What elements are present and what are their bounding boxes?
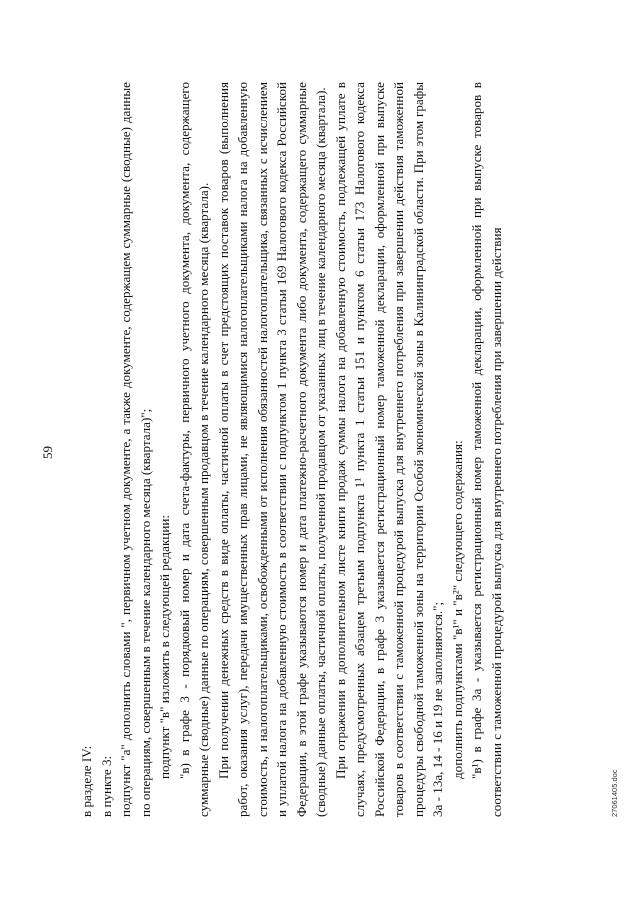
- paragraph: дополнить подпунктами "в¹" и "в²" следующего содержания:: [449, 440, 465, 779]
- page-number: 59: [40, 446, 55, 459]
- document-body: [77, 82, 506, 817]
- paragraph: подпункт "а" дополнить словами ", первичном учетном документе, а также документе, содержащем суммарные (сводные) данные по операциям, совершенным в течение календарного месяца (квартала)";: [118, 82, 153, 817]
- paragraph: При отражении в дополнительном листе книги продаж суммы налога на добавленную стоимость, подлежащей уплате в случаях, предусмотренных абзацем третьим подпункта 1¹ пункта 1 статьи 151 и пунктом 6 статьи 173 Налогового кодекса Российской Федерации, в графе 3 указывается регистрационный номер таможенной декларации, оформленной при выпуске товаров в соответствии с таможенной процедурой выпуска для внутреннего потребления при завершении действия таможенной процедуры свободной таможенной зоны на территории Особой экономической зоны в Калининградской области. При этом графы 3а - 13а, 14 - 16 и 19 не заполняются.";: [332, 82, 445, 817]
- document-filename: 27061405.doc: [610, 769, 619, 817]
- paragraph: "в¹) в графе 3а - указывается регистрационный номер таможенной декларации, оформленной при выпуске товаров в соответствии с таможенной процедурой выпуска для внутреннего потребления при завершении действия: [469, 82, 504, 817]
- paragraph: подпункт "в" изложить в следующей редакции:: [157, 515, 172, 779]
- paragraph: в пункте 3:: [98, 755, 114, 817]
- paragraph: "в) в графе 3 - порядковый номер и дата счета-фактуры, первичного учетного документа, документа, содержащего суммарные (сводные) данные по операциям, совершенным продавцом в течение календарного месяца (квартала).: [176, 82, 211, 817]
- paragraph: в разделе IV:: [79, 745, 94, 817]
- paragraph: При получении денежных средств в виде оплаты, частичной оплаты в счет предстоящих поставок товаров (выполнения работ, оказания услуг), передачи имущественных прав лицами, не являющимися налогоплательщиками налога на добавленную стоимость, и налогоплательщиками, освобожденными от исполнения обязанностей налогоплательщика, связанных с исчислением и уплатой налога на добавленную стоимость в соответствии с подпунктом 1 пункта 3 статьи 169 Налогового кодекса Российской Федерации, в этой графе указываются номер и дата платежно-расчетного документа либо документа, содержащего суммарные (сводные) данные оплаты, частичной оплаты, полученной продавцом от указанных лиц в течение календарного месяца (квартала).: [215, 82, 328, 817]
